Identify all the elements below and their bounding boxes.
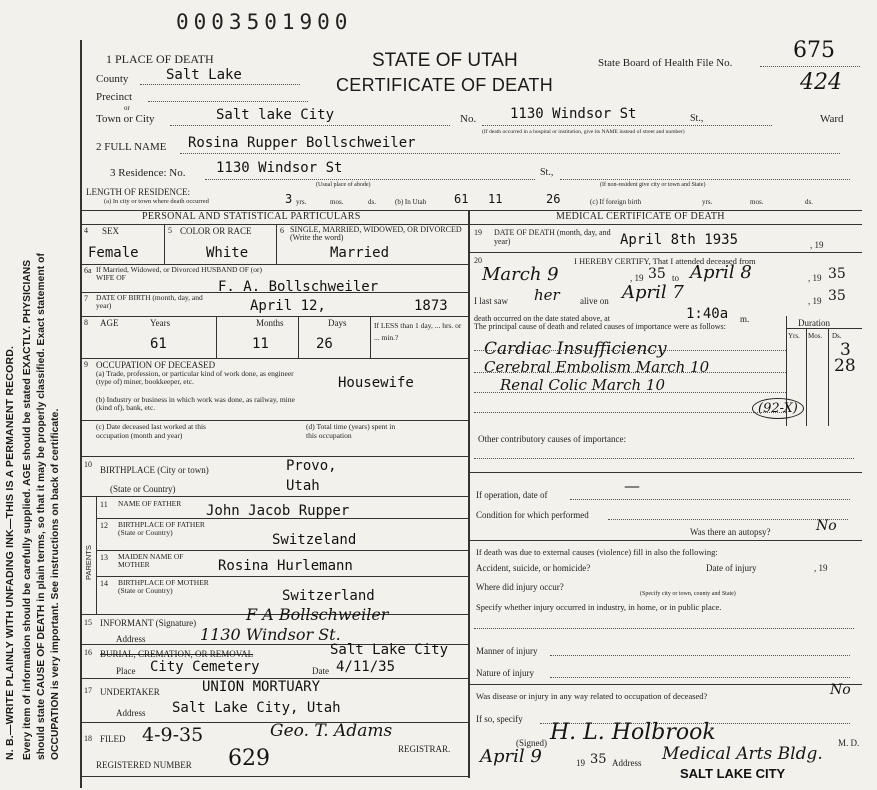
- row-line-8: [96, 518, 468, 519]
- margin-line-4: OCCUPATION is very important. See instructions on back of certificate.: [50, 408, 61, 760]
- precinct-label: Precinct: [96, 91, 133, 103]
- length-a-label: (a) In city or town where death occurred: [104, 198, 209, 205]
- length-c-ds: ds.: [805, 198, 813, 206]
- county-label: County: [96, 73, 129, 85]
- medical-header-line: [470, 224, 862, 225]
- name-line: [180, 153, 840, 154]
- sec-12: 12: [100, 521, 108, 530]
- or-label: or: [124, 104, 130, 112]
- nonresident-note: (If non-resident give city or town and State): [600, 182, 706, 188]
- cause-2-days: 28: [834, 356, 856, 376]
- mother-label: MAIDEN NAME OF MOTHER: [118, 552, 184, 569]
- duration-col-3: [828, 328, 829, 426]
- length-residence-label: LENGTH OF RESIDENCE:: [86, 187, 190, 197]
- informant-address-label: Address: [116, 634, 146, 644]
- undertaker-address-label: Address: [116, 708, 146, 718]
- marital-value: Married: [330, 245, 390, 261]
- medical-row-1: [470, 252, 862, 253]
- informant-label: INFORMANT (Signature): [100, 618, 197, 628]
- age-months-value: 11: [252, 336, 269, 352]
- alive-label: alive on: [580, 296, 609, 306]
- length-c-label: (c) If foreign birth: [590, 198, 642, 206]
- state-title: STATE OF UTAH: [372, 50, 518, 71]
- other-causes-label: Other contributory causes of importance:: [478, 434, 626, 444]
- other-line: [474, 458, 854, 459]
- serial-number: 0003501900: [176, 10, 353, 34]
- sec-6a: 6a: [84, 266, 92, 275]
- mother-bp-value: Switzerland: [282, 588, 375, 604]
- father-bp-label: BIRTHPLACE OF FATHER (State or Country): [118, 520, 205, 537]
- nature-label: Nature of injury: [476, 668, 534, 678]
- precinct-line: [148, 101, 308, 102]
- lastsaw-who: her: [534, 286, 560, 304]
- instruction-margin: [0, 0, 78, 790]
- certificate-title: CERTIFICATE OF DEATH: [336, 75, 554, 95]
- birthplace-state: Utah: [286, 478, 320, 494]
- where-note: (Specify city or town, county and State): [640, 591, 736, 597]
- length-b-label: (b) In Utah: [395, 198, 427, 206]
- county-line: [140, 84, 300, 85]
- birthplace-label: BIRTHPLACE (City or town): [100, 465, 209, 475]
- sec-19: 19: [474, 228, 482, 237]
- attended-to: April 8: [690, 262, 752, 283]
- sec-5: 5: [168, 226, 172, 235]
- sec-9: 9: [84, 360, 88, 369]
- burial-date-label: Date: [312, 666, 329, 676]
- duration-col-2: [806, 328, 807, 426]
- length-a-mos: mos.: [330, 198, 344, 206]
- occ-disease-value: No: [830, 682, 851, 698]
- marital-label: SINGLE, MARRIED, WIDOWED, OR DIVORCED (Write the word): [290, 225, 462, 242]
- cause-code: (92-X): [752, 398, 804, 419]
- spouse-label: If Married, Widowed, or Divorced HUSBAND OF (or) WIFE OF: [96, 265, 262, 282]
- age-div-3: [370, 316, 371, 358]
- days-label: Days: [328, 318, 347, 328]
- burial-place: City Cemetery: [150, 659, 260, 675]
- residence-st-label: St.,: [540, 167, 554, 178]
- filed-label: FILED: [100, 734, 126, 744]
- sec-20: 20: [474, 256, 482, 265]
- length-b-days: 26: [546, 192, 561, 206]
- sec-18: 18: [84, 734, 92, 743]
- attended-19-1: , 19: [630, 273, 644, 283]
- cause-line-4: [474, 412, 786, 413]
- street-value: 1130 Windsor St: [510, 106, 637, 122]
- sec-15: 15: [84, 618, 92, 627]
- length-b-years: 61: [454, 192, 469, 206]
- duration-yrs: Yrs.: [788, 332, 800, 340]
- length-b-months: 11: [488, 192, 503, 206]
- street-st-label: St.,: [690, 113, 704, 124]
- town-no-label: No.: [460, 113, 477, 125]
- medical-header: MEDICAL CERTIFICATE OF DEATH: [556, 211, 725, 222]
- manner-label: Manner of injury: [476, 646, 538, 656]
- months-label: Months: [256, 318, 284, 328]
- full-name-value: Rosina Rupper Bollschweiler: [188, 135, 416, 151]
- sec-11: 11: [100, 500, 108, 509]
- dob-value: April 12,: [250, 298, 326, 314]
- operation-label: If operation, date of: [476, 490, 548, 500]
- nature-line: [550, 677, 850, 678]
- autopsy-value: No: [816, 518, 837, 534]
- residence-value: 1130 Windsor St: [216, 160, 343, 176]
- undertaker-label: UNDERTAKER: [100, 687, 160, 697]
- dob-label: DATE OF BIRTH (month, day, and year): [96, 293, 203, 310]
- form-border-left: [80, 40, 82, 788]
- mother-bp-label: BIRTHPLACE OF MOTHER (State or Country): [118, 578, 209, 595]
- hospital-note: (If death occurred in a hospital or institution, give its NAME instead of street and number): [482, 129, 685, 135]
- medical-row-4: [470, 684, 862, 685]
- filed-date: 4-9-35: [142, 724, 204, 746]
- principal-label: The principal cause of death and related causes of importance were as follows:: [474, 322, 726, 331]
- row-line-4: [82, 358, 468, 359]
- sign-year: 35: [590, 752, 607, 767]
- undertaker-address: Salt Lake City, Utah: [172, 700, 341, 716]
- age-years-value: 61: [150, 336, 167, 352]
- birthplace-state-label: (State or Country): [110, 484, 176, 494]
- margin-line-1: N. B.—WRITE PLAINLY WITH UNFADING INK—THIS IS A PERMANENT RECORD.: [4, 345, 16, 760]
- sec-6: 6: [280, 226, 284, 235]
- informant-signature: F A Bollschweiler: [246, 605, 389, 624]
- file-no-line: [760, 66, 860, 67]
- certify-label: I HEREBY CERTIFY, That I attended deceased from: [574, 256, 756, 266]
- where-label: Where did injury occur?: [476, 582, 564, 592]
- length-c-mos: mos.: [750, 198, 764, 206]
- parents-label: PARENTS: [84, 545, 93, 580]
- town-label: Town or City: [96, 113, 155, 125]
- burial-city: Salt Lake City: [330, 642, 449, 658]
- sex-divider: [164, 224, 165, 264]
- age-label: AGE: [100, 318, 119, 328]
- death-occurred-label: death occurred on the date stated above, at: [474, 314, 610, 323]
- sec-10: 10: [84, 460, 92, 469]
- cause-1-days: 3: [840, 340, 851, 360]
- specify-label: Specify whether injury occurred in industry, in home, or in public place.: [476, 602, 722, 612]
- length-a-yrs: yrs.: [296, 198, 307, 206]
- row-line-10: [96, 576, 468, 577]
- condition-line: [608, 519, 848, 520]
- row-line-6: [82, 456, 468, 457]
- cause-3: Renal Colic March 10: [500, 376, 665, 394]
- town-line: [170, 125, 450, 126]
- street-line: [482, 125, 772, 126]
- cause-1: Cardiac Insufficiency: [484, 339, 667, 359]
- age-div-2: [298, 316, 299, 358]
- lastsaw-19: , 19: [808, 296, 822, 306]
- center-divider: [468, 210, 470, 778]
- duration-ds: Ds.: [832, 332, 842, 340]
- age-days-value: 26: [316, 336, 333, 352]
- death-time: 1:40a: [686, 306, 729, 322]
- mother-value: Rosina Hurlemann: [218, 558, 353, 574]
- parents-divider: [96, 496, 97, 614]
- lastsaw-label: I last saw: [474, 296, 508, 306]
- row-line-3: [82, 316, 468, 317]
- sex-value: Female: [88, 245, 139, 261]
- duration-mos: Mos.: [808, 332, 823, 340]
- sec-7: 7: [84, 294, 88, 303]
- sec-13: 13: [100, 553, 108, 562]
- reg-no-label: REGISTERED NUMBER: [96, 760, 192, 770]
- bottom-line-left: [82, 776, 468, 777]
- age-div-1: [216, 316, 217, 358]
- residence-st-line: [560, 179, 850, 180]
- burial-place-label: Place: [116, 666, 136, 676]
- margin-line-2: Every item of information should be carefully supplied. AGE should be stated EXACTLY. PHYSICIANS: [22, 259, 33, 760]
- undertaker-value: UNION MORTUARY: [202, 679, 321, 695]
- occ-a-label: (a) Trade, profession, or particular kind of work done, as engineer (type of) miner, bookkeeper, etc.: [96, 369, 294, 386]
- external-label: If death was due to external causes (violence) fill in also the following:: [476, 547, 718, 557]
- row-line-9: [96, 550, 468, 551]
- color-value: White: [206, 245, 249, 261]
- duration-line: [786, 328, 862, 329]
- sec-4: 4: [84, 226, 88, 235]
- physician-signature: H. L. Holbrook: [550, 720, 716, 745]
- registrar-label: REGISTRAR.: [398, 744, 451, 754]
- sign-city: SALT LAKE CITY: [680, 766, 786, 781]
- occ-disease-label: Was disease or injury in any way related to occupation of deceased?: [476, 691, 708, 701]
- occ-c-label: (c) Date deceased last worked at this occupation (month and year): [96, 422, 206, 440]
- ward-label: Ward: [820, 113, 844, 125]
- date-injury-label: Date of injury: [706, 563, 757, 573]
- spouse-value: F. A. Bollschweiler: [218, 279, 379, 295]
- town-value: Salt lake City: [216, 107, 335, 123]
- occupation-label: OCCUPATION OF DECEASED: [96, 360, 216, 370]
- burial-label: BURIAL, CREMATION, OR REMOVAL: [100, 649, 254, 659]
- autopsy-label: Was there an autopsy?: [690, 527, 771, 537]
- lastsaw-year: 35: [828, 288, 846, 304]
- attended-to-label: to: [672, 273, 680, 283]
- sign-address: Medical Arts Bldg.: [662, 744, 823, 764]
- sec-14: 14: [100, 579, 108, 588]
- file-number-2: 424: [800, 70, 842, 95]
- occupation-value: Housewife: [338, 375, 414, 391]
- birthplace-city: Provo,: [286, 458, 337, 474]
- operation-line: [570, 499, 850, 500]
- death-time-suffix: m.: [740, 314, 750, 324]
- row-line-5: [82, 420, 468, 421]
- occ-d-label: (d) Total time (years) spent in this occupation: [306, 422, 396, 440]
- specify-line: [474, 628, 854, 629]
- cause-line-1: [474, 350, 786, 351]
- medical-row-2: [470, 472, 862, 473]
- sex-label: SEX: [102, 226, 120, 236]
- reg-no-value: 629: [228, 746, 270, 771]
- occ-b-label: (b) Industry or business in which work was done, as railway, mine (kind of), bank, etc.: [96, 395, 295, 412]
- dob-year: 1873: [414, 298, 448, 314]
- date-injury-suffix: , 19: [814, 563, 828, 573]
- county-value: Salt Lake: [166, 67, 242, 83]
- father-value: John Jacob Rupper: [206, 503, 350, 519]
- cause-line-3: [474, 392, 786, 393]
- attended-19-2: , 19: [808, 273, 822, 283]
- signed-label: (Signed): [516, 738, 547, 748]
- lessthan-label: If LESS than 1 day, ... hrs. or ... min.?: [374, 321, 462, 342]
- operation-mark: —: [624, 476, 640, 495]
- father-bp-value: Switzeland: [272, 532, 357, 548]
- usual-abode-note: (Usual place of abode): [316, 182, 371, 188]
- cause-2: Cerebral Embolism March 10: [484, 358, 710, 376]
- full-name-label: 2 FULL NAME: [96, 141, 167, 153]
- board-file-label: State Board of Health File No.: [598, 57, 733, 69]
- dod-value: April 8th 1935: [620, 232, 739, 248]
- lastsaw-date: April 7: [622, 282, 684, 303]
- father-label: NAME OF FATHER: [118, 499, 182, 508]
- place-of-death-label: 1 PLACE OF DEATH: [106, 52, 214, 66]
- length-a-ds: ds.: [368, 198, 376, 206]
- sec-8: 8: [84, 318, 88, 327]
- sign-address-label: Address: [612, 758, 642, 768]
- sec-16: 16: [84, 648, 92, 657]
- dod-label: DATE OF DEATH (month, day, and year): [494, 228, 611, 246]
- sign-date: April 9: [480, 746, 542, 767]
- row-line-7: [82, 496, 468, 497]
- duration-label: Duration: [798, 318, 830, 328]
- condition-label: Condition for which performed: [476, 510, 589, 520]
- md-label: M. D.: [838, 738, 860, 748]
- registrar-signature: Geo. T. Adams: [270, 721, 393, 741]
- color-label: COLOR OR RACE: [180, 226, 252, 236]
- length-c-yrs: yrs.: [702, 198, 713, 206]
- sec-17: 17: [84, 686, 92, 695]
- dod-suffix: , 19: [810, 240, 824, 250]
- manner-line: [550, 655, 850, 656]
- accident-label: Accident, suicide, or homicide?: [476, 563, 591, 573]
- informant-address: 1130 Windsor St.: [200, 625, 341, 644]
- length-a-years: 3: [285, 192, 293, 206]
- years-label: Years: [150, 318, 171, 328]
- attended-to-year: 35: [828, 266, 846, 282]
- medical-row-3: [470, 540, 862, 541]
- residence-line: [205, 179, 535, 180]
- residence-label: 3 Residence: No.: [110, 167, 186, 179]
- burial-date: 4/11/35: [336, 659, 396, 675]
- ifso-label: If so, specify: [476, 714, 523, 724]
- attended-from-year: 35: [648, 266, 666, 282]
- attended-from: March 9: [482, 264, 559, 285]
- color-divider: [276, 224, 277, 264]
- file-number: 675: [793, 38, 835, 63]
- cause-line-2: [474, 372, 786, 373]
- sign-19: 19: [576, 758, 585, 768]
- personal-header: PERSONAL AND STATISTICAL PARTICULARS: [142, 211, 361, 222]
- margin-line-3: should state CAUSE OF DEATH in plain terms, so that it may be properly classified. Exact statement of: [36, 253, 47, 760]
